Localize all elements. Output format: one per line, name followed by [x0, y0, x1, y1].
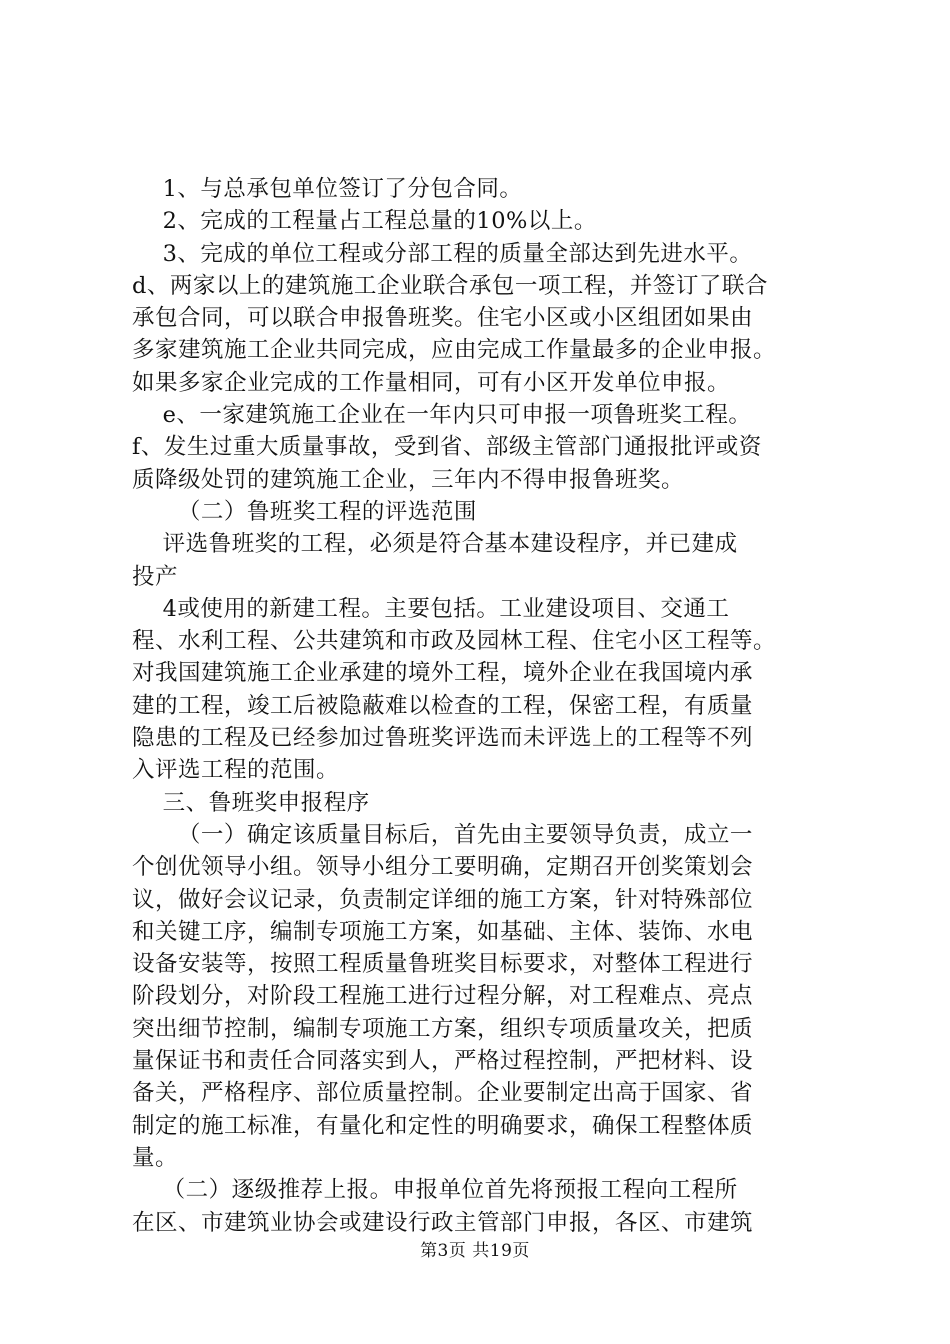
text-line: f、发生过重大质量事故，受到省、部级主管部门通报批评或资 [132, 434, 762, 461]
text-line: d、两家以上的建筑施工企业联合承包一项工程，并签订了联合 [132, 272, 768, 299]
text-line: 承包合同，可以联合申报鲁班奖。住宅小区或小区组团如果由 [132, 305, 754, 332]
text-line: 阶段划分，对阶段工程施工进行过程分解，对工程难点、亮点 [132, 983, 754, 1010]
page-number-footer: 第3页 共19页 [420, 1241, 530, 1261]
text-line: （一）确定该质量目标后，首先由主要领导负责，成立一 [132, 821, 753, 848]
text-line: 入评选工程的范围。 [132, 757, 340, 784]
text-line: 如果多家企业完成的工作量相同，可有小区开发单位申报。 [132, 369, 731, 396]
text-line: 1、与总承包单位签订了分包合同。 [132, 176, 523, 202]
text-line: 2、完成的工程量占工程总量的10%以上。 [132, 208, 597, 235]
text-line: 对我国建筑施工企业承建的境外工程，境外企业在我国境内承 [132, 660, 754, 687]
text-line: 程、水利工程、公共建筑和市政及园林工程、住宅小区工程等。 [132, 628, 777, 655]
text-line: 量保证书和责任合同落实到人，严格过程控制，严把材料、设 [132, 1048, 754, 1075]
text-line: 4或使用的新建工程。主要包括。工业建设项目、交通工 [132, 595, 730, 622]
section-heading: 三、鲁班奖申报程序 [132, 789, 370, 816]
text-line: 3、完成的单位工程或分部工程的质量全部达到先进水平。 [132, 240, 753, 267]
text-line: 制定的施工标准，有量化和定性的明确要求，确保工程整体质 [132, 1112, 754, 1139]
text-line: 和关键工序，编制专项施工方案，如基础、主体、装饰、水电 [132, 918, 754, 945]
text-line: 质降级处罚的建筑施工企业，三年内不得申报鲁班奖。 [132, 466, 685, 493]
text-line: e、一家建筑施工企业在一年内只可申报一项鲁班奖工程。 [132, 402, 752, 429]
text-line: 突出细节控制，编制专项施工方案，组织专项质量攻关，把质 [132, 1015, 754, 1042]
text-line: 隐患的工程及已经参加过鲁班奖评选而未评选上的工程等不列 [132, 725, 754, 752]
text-line: 备关，严格程序、部位质量控制。企业要制定出高于国家、省 [132, 1080, 754, 1107]
section-heading: （二）鲁班奖工程的评选范围 [132, 498, 477, 525]
text-line: 个创优领导小组。领导小组分工要明确，定期召开创奖策划会 [132, 854, 754, 881]
document-body [132, 173, 842, 1239]
text-line: 投产 [132, 563, 179, 590]
text-line: （二）逐级推荐上报。申报单位首先将预报工程向工程所 [132, 1177, 738, 1204]
text-line: 量。 [132, 1144, 179, 1171]
text-line: 多家建筑施工企业共同完成，应由完成工作量最多的企业申报。 [132, 337, 777, 364]
text-line: 评选鲁班奖的工程，必须是符合基本建设程序，并已建成 [132, 531, 738, 558]
text-line: 建的工程，竣工后被隐蔽难以检查的工程，保密工程，有质量 [132, 692, 754, 719]
text-line: 设备安装等，按照工程质量鲁班奖目标要求，对整体工程进行 [132, 951, 754, 978]
text-line: 在区、市建筑业协会或建设行政主管部门申报，各区、市建筑 [132, 1209, 754, 1236]
text-line: 议，做好会议记录，负责制定详细的施工方案，针对特殊部位 [132, 886, 754, 913]
